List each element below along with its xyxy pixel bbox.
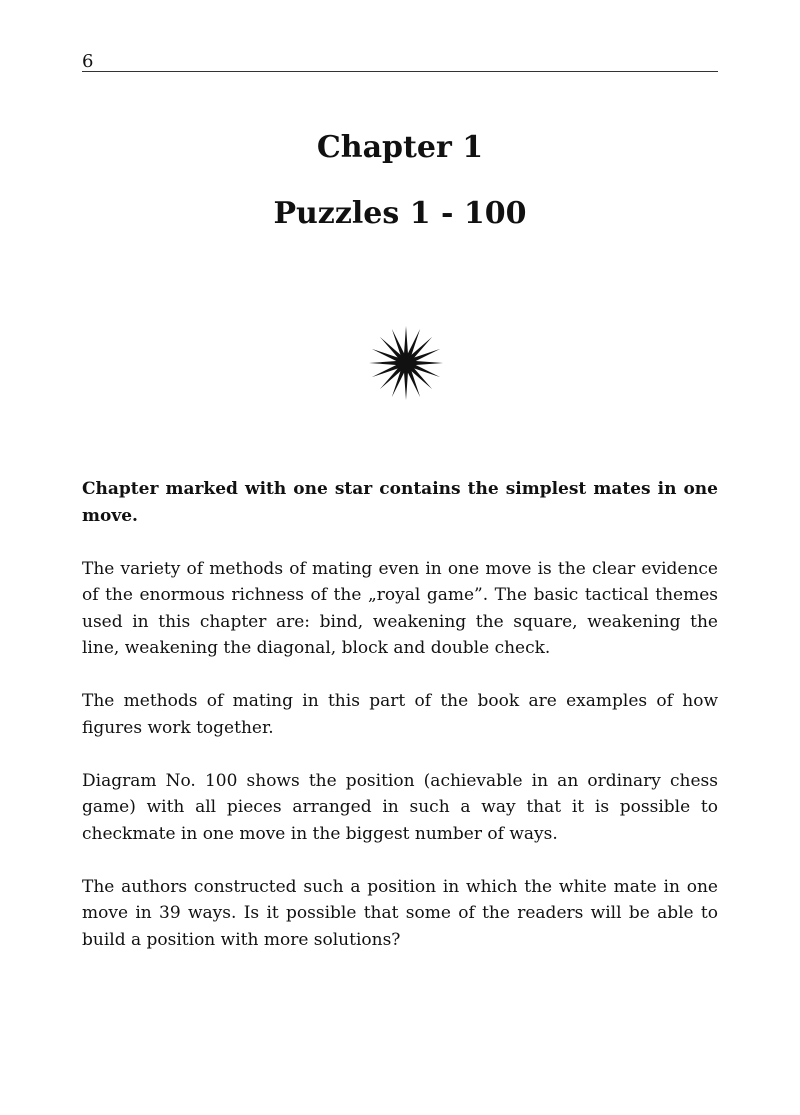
- body-paragraph: The methods of mating in this part of the book are examples of how figures work together.: [82, 691, 718, 738]
- star-icon: [368, 325, 444, 401]
- body-text: [82, 476, 718, 980]
- header-rule: [82, 71, 718, 72]
- body-paragraph: Diagram No. 100 shows the position (achievable in an ordinary chess game) with all pieces arranged in such a way that it is possible to checkmate in one move in the biggest number of ways.: [82, 770, 718, 844]
- body-paragraph: The authors constructed such a position in which the white mate in one move in 39 ways. Is it possible that some of the readers will be able to build a position with more solutions?: [82, 876, 718, 950]
- body-paragraph: The variety of methods of mating even in one move is the clear evidence of the enormous richness of the „royal game”. The basic tactical themes used in this chapter are: bind, weakening the square, weakening the line, weakening the diagonal, block and double check.: [82, 558, 718, 658]
- star-shape: [369, 326, 443, 400]
- page-number: 6: [82, 51, 94, 72]
- chapter-subtitle: Puzzles 1 - 100: [273, 196, 527, 231]
- chapter-title: Chapter 1: [316, 130, 484, 165]
- lead-paragraph: Chapter marked with one star contains the simplest mates in one move.: [82, 479, 718, 526]
